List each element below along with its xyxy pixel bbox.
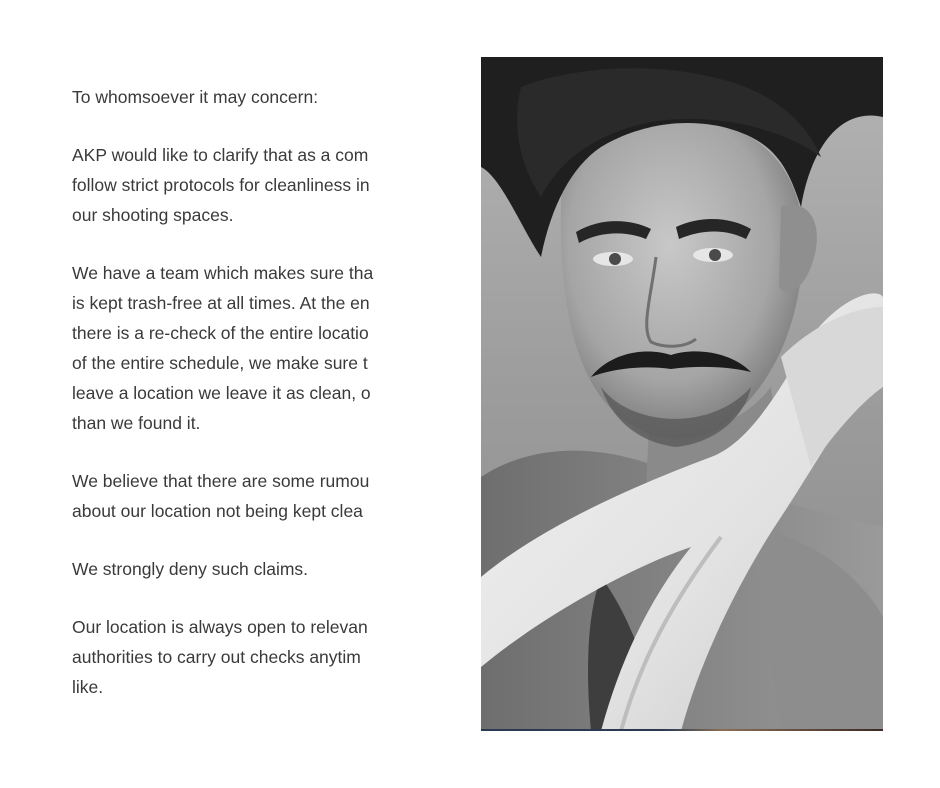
- paragraph-line: there is a re-check of the entire locatio: [72, 323, 369, 343]
- photo-bottom-border: [481, 729, 883, 731]
- statement-panel: [0, 0, 430, 788]
- paragraph-line: like.: [72, 677, 104, 697]
- paragraph-3: [72, 466, 430, 526]
- paragraph-line: than we found it.: [72, 413, 201, 433]
- paragraph-line: our shooting spaces.: [72, 205, 234, 225]
- statement-letter: [72, 82, 430, 730]
- paragraph-4: [72, 554, 430, 584]
- portrait-photo: [481, 57, 883, 731]
- paragraph-line: is kept trash-free at all times. At the en: [72, 293, 370, 313]
- paragraph-line: We strongly deny such claims.: [72, 559, 309, 579]
- paragraph-line: Our location is always open to relevan: [72, 617, 368, 637]
- greeting: [72, 82, 430, 112]
- paragraph-1: [72, 140, 430, 230]
- paragraph-line: We believe that there are some rumou: [72, 471, 370, 491]
- portrait-illustration: [481, 57, 883, 731]
- paragraph-line: about our location not being kept clea: [72, 501, 363, 521]
- greeting-line: To whomsoever it may concern:: [72, 87, 319, 107]
- paragraph-line: leave a location we leave it as clean, o: [72, 383, 371, 403]
- paragraph-line: of the entire schedule, we make sure t: [72, 353, 368, 373]
- paragraph-5: [72, 612, 430, 702]
- paragraph-line: We have a team which makes sure tha: [72, 263, 374, 283]
- paragraph-line: AKP would like to clarify that as a com: [72, 145, 369, 165]
- paragraph-2: [72, 258, 430, 438]
- paragraph-line: follow strict protocols for cleanliness in: [72, 175, 370, 195]
- paragraph-line: authorities to carry out checks anytim: [72, 647, 361, 667]
